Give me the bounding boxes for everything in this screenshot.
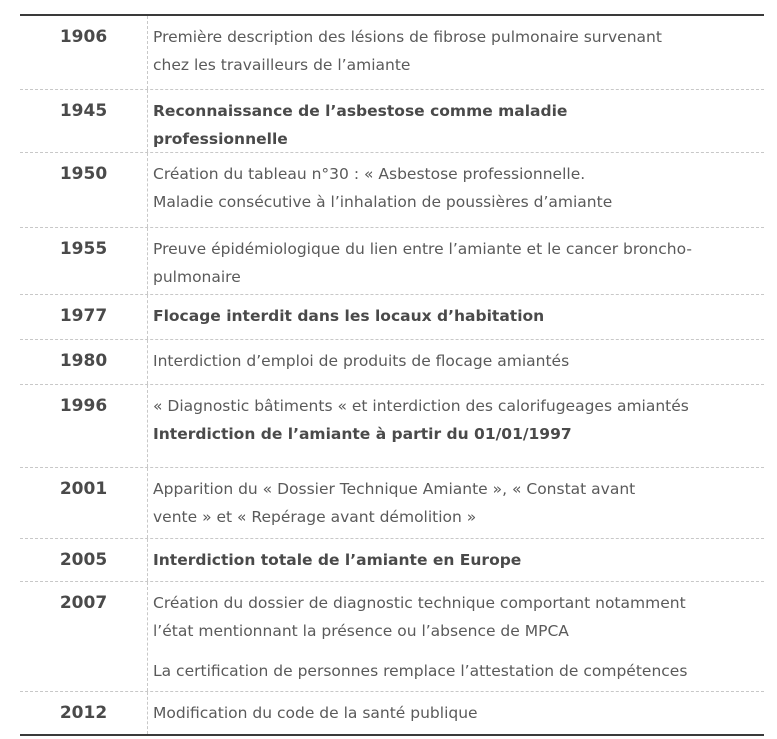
row-description <box>148 692 764 734</box>
row-year: 2001 <box>20 468 148 538</box>
description-line: Interdiction d’emploi de produits de flocage amiantés <box>153 352 570 370</box>
timeline-row-1996 <box>20 384 764 467</box>
row-year: 1950 <box>20 153 148 227</box>
row-year: 1945 <box>20 90 148 152</box>
timeline-row-2005 <box>20 538 764 581</box>
description-line: La certification de personnes remplace l’attestation de compétences <box>153 662 688 680</box>
row-description <box>148 468 764 538</box>
row-description <box>148 385 764 467</box>
description-line: Maladie consécutive à l’inhalation de poussières d’amiante <box>153 193 613 211</box>
description-line: Apparition du « Dossier Technique Amiante », « Constat avant <box>153 480 636 498</box>
row-description <box>148 582 764 691</box>
description-line: l’état mentionnant la présence ou l’absence de MPCA <box>153 622 569 640</box>
row-description <box>148 539 764 581</box>
timeline-row-2007 <box>20 581 764 691</box>
description-line: Interdiction de l’amiante à partir du 01/01/1997 <box>153 425 572 443</box>
description-line: « Diagnostic bâtiments « et interdiction des calorifugeages amiantés <box>153 397 689 415</box>
timeline-row-1977 <box>20 294 764 339</box>
row-year: 1955 <box>20 228 148 294</box>
timeline-row-2001 <box>20 467 764 538</box>
timeline-row-1906 <box>20 16 764 89</box>
description-line: Modification du code de la santé publique <box>153 704 478 722</box>
row-description <box>148 90 764 152</box>
row-year: 2007 <box>20 582 148 691</box>
timeline-row-1950 <box>20 152 764 227</box>
description-line: Création du tableau n°30 : « Asbestose professionnelle. <box>153 165 586 183</box>
description-line: vente » et « Repérage avant démolition » <box>153 508 477 526</box>
row-description <box>148 153 764 227</box>
row-description <box>148 16 764 89</box>
description-line: Flocage interdit dans les locaux d’habitation <box>153 307 545 325</box>
description-line: chez les travailleurs de l’amiante <box>153 56 411 74</box>
description-line: Première description des lésions de fibrose pulmonaire survenant <box>153 28 662 46</box>
row-year: 1977 <box>20 295 148 339</box>
timeline-row-1955 <box>20 227 764 294</box>
description-line: Reconnaissance de l’asbestose comme maladie <box>153 102 568 120</box>
description-line: Preuve épidémiologique du lien entre l’amiante et le cancer broncho- <box>153 240 692 258</box>
description-line: pulmonaire <box>153 268 241 286</box>
row-year: 2005 <box>20 539 148 581</box>
row-year: 2012 <box>20 692 148 734</box>
description-line: Interdiction totale de l’amiante en Europe <box>153 551 522 569</box>
timeline-row-1945 <box>20 89 764 152</box>
timeline-row-2012 <box>20 691 764 734</box>
row-description <box>148 295 764 339</box>
timeline-row-1980 <box>20 339 764 384</box>
description-line: Création du dossier de diagnostic technique comportant notamment <box>153 594 686 612</box>
description-line: professionnelle <box>153 130 288 148</box>
row-year: 1996 <box>20 385 148 467</box>
row-description <box>148 228 764 294</box>
row-description <box>148 340 764 384</box>
asbestos-timeline-table <box>20 14 764 736</box>
row-year: 1906 <box>20 16 148 89</box>
row-year: 1980 <box>20 340 148 384</box>
